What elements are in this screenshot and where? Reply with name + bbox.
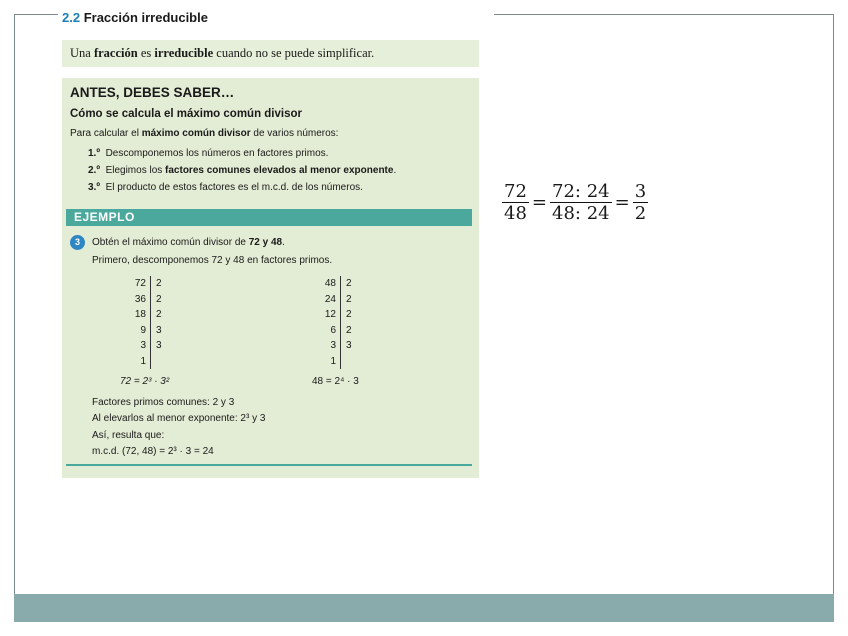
table-72-factors	[151, 276, 162, 369]
table-48-factor: 2	[346, 278, 352, 289]
step-2-number: 2.º	[88, 165, 100, 176]
step-1	[88, 148, 328, 159]
table-72-number: 9	[140, 324, 146, 336]
table-72-number: 1	[140, 355, 146, 367]
table-72-number: 18	[134, 309, 146, 320]
equals-sign: =	[531, 192, 547, 213]
factor-table-72	[116, 276, 162, 369]
statement-bold: 72 y 48	[248, 237, 283, 248]
table-72-number: 36	[134, 293, 146, 305]
conclusion-line: Factores primos comunes: 2 y 3	[92, 397, 235, 408]
frame-left-line	[14, 14, 15, 594]
step-3-text: El producto de estos factores es el m.c.d. de los números.	[105, 182, 363, 193]
section-title	[62, 10, 208, 25]
table-72-number: 3	[140, 340, 146, 351]
table-48-number: 6	[330, 324, 336, 336]
table-48-factors	[341, 276, 352, 369]
table-72-factor: 3	[156, 324, 162, 336]
table-72-numbers	[116, 276, 146, 369]
fraction-original	[502, 181, 529, 224]
fraction-original-numerator: 72	[504, 181, 527, 202]
example-number: 3	[74, 237, 80, 247]
frame-right-line	[833, 14, 834, 594]
statement-pre: Obtén el máximo común divisor de	[92, 237, 249, 248]
fraction-original-denominator: 48	[504, 203, 527, 224]
definition-prefix: Una	[70, 46, 94, 60]
table-48-number: 3	[330, 340, 336, 351]
conclusion-line: Al elevarlos al menor exponente: 2³ y 3	[92, 413, 266, 424]
section-number: 2.2	[62, 10, 81, 25]
definition-suffix: cuando no se puede simplificar.	[213, 46, 375, 60]
example-bottom-rule	[66, 464, 472, 466]
know-box-intro	[70, 128, 338, 139]
step-2	[88, 165, 396, 176]
definition-term-irreducible: irreducible	[154, 46, 214, 60]
fraction-division	[550, 181, 612, 224]
step-2-post: .	[393, 165, 397, 176]
table-48-number: 1	[330, 355, 336, 367]
step-2-text: Elegimos los	[105, 165, 166, 176]
example-statement	[92, 237, 285, 248]
table-48-factor: 2	[346, 324, 352, 336]
table-72-factor: 2	[156, 293, 162, 305]
equals-sign: =	[614, 192, 630, 213]
definition-mid: es	[137, 46, 155, 60]
table-48-factor: 3	[346, 340, 352, 351]
know-box-subheading: Cómo se calcula el máximo común divisor	[70, 108, 302, 120]
step-3-number: 3.º	[88, 182, 100, 193]
fraction-irreducible-numerator: 3	[634, 181, 647, 202]
table-48-number: 12	[324, 309, 336, 320]
table-72-factor: 2	[156, 309, 162, 320]
frame-top-right-line	[494, 14, 834, 15]
step-2-bold: factores comunes elevados al menor exponente	[165, 165, 394, 176]
table-48-factor: 2	[346, 293, 352, 305]
table-48-result: 48 = 2⁴ · 3	[312, 376, 359, 387]
know-box-heading: ANTES, DEBES SABER…	[70, 85, 235, 100]
table-72-result: 72 = 2³ · 3²	[120, 376, 170, 387]
example-line1: Primero, descomponemos 72 y 48 en factores primos.	[92, 255, 333, 266]
fraction-division-numerator: 72: 24	[552, 181, 610, 202]
table-72-number: 72	[134, 278, 146, 289]
fraction-irreducible	[633, 181, 648, 224]
section-title-text: Fracción irreducible	[83, 10, 208, 25]
table-48-numbers	[306, 276, 336, 369]
step-1-number: 1.º	[88, 148, 100, 159]
table-72-factor: 2	[156, 278, 162, 289]
fraction-irreducible-denominator: 2	[634, 203, 647, 224]
statement-post: .	[282, 237, 285, 248]
example-number-badge	[70, 235, 85, 250]
table-48-factor: 2	[346, 309, 352, 320]
example-bar: EJEMPLO	[66, 209, 472, 226]
table-48-number: 24	[324, 293, 336, 305]
intro-prefix: Para calcular el	[70, 128, 142, 139]
step-3	[88, 182, 363, 193]
table-72-factor: 3	[156, 340, 162, 351]
conclusion-line: Así, resulta que:	[92, 430, 165, 441]
factor-table-48	[306, 276, 352, 369]
fraction-equation	[502, 181, 648, 224]
frame-top-left-line	[14, 14, 58, 15]
definition-text	[70, 46, 374, 61]
conclusion-line: m.c.d. (72, 48) = 2³ · 3 = 24	[92, 446, 214, 457]
definition-term-fraccion: fracción	[93, 46, 138, 60]
step-1-text: Descomponemos los números en factores primos.	[105, 148, 329, 159]
footer-bar	[14, 594, 834, 622]
table-48-number: 48	[324, 278, 336, 289]
intro-bold: máximo común divisor	[141, 128, 251, 139]
intro-suffix: de varios números:	[250, 128, 339, 139]
fraction-division-denominator: 48: 24	[552, 203, 610, 224]
